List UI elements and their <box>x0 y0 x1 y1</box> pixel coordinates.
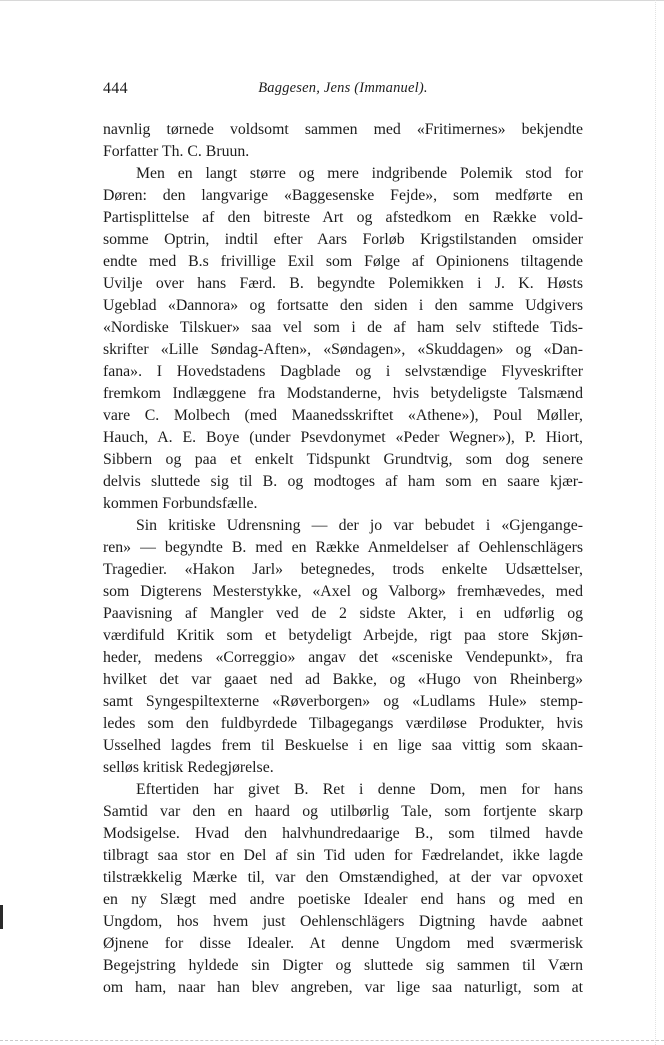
text-line: Sibbern og paa et enkelt Tidspunkt Grundtvig, som dog senere <box>103 451 583 468</box>
text-line: Forfatter Th. C. Bruun. <box>103 143 250 160</box>
text-line: værdifuld Kritik som et betydeligt Arbejde, rigt paa store Skjøn- <box>103 627 583 644</box>
text-line: skrifter «Lille Søndag-Aften», «Søndagen», «Skuddagen» og «Dan- <box>103 341 583 358</box>
text-line: Men en langt større og mere indgribende Polemik stod for <box>136 165 583 182</box>
text-line: Eftertiden har givet B. Ret i denne Dom, men for hans <box>136 781 583 798</box>
text-line: Ungdom, hos hvem just Oehlenschlägers Digtning havde aabnet <box>103 913 583 930</box>
text-line: heder, medens «Correggio» angav det «sceniske Vendepunkt», fra <box>103 649 583 666</box>
text-line: Ugeblad «Dannora» og fortsatte den siden i den samme Udgivers <box>103 297 583 314</box>
text-line: Begejstring hyldede sin Digter og sluttede sig sammen til Værn <box>103 957 583 974</box>
text-line: Døren: den langvarige «Baggesenske Fejde», som medførte en <box>103 187 583 204</box>
text-line: Modsigelse. Hvad den halvhundredaarige B., som tilmed havde <box>103 825 583 842</box>
page-number: 444 <box>103 80 128 97</box>
text-line: kommen Forbundsfælle. <box>103 495 258 512</box>
top-edge-rule <box>0 0 664 1</box>
page-edge-dots <box>655 0 657 1045</box>
text-line: Partisplittelse af den bitreste Art og afstedkom en Række vold- <box>103 209 583 226</box>
text-line: tilbragt saa stor en Del af sin Tid uden for Fædrelandet, ikke lagde <box>103 847 583 864</box>
text-line: Samtid var den en haard og utilbørlig Tale, som fortjente skarp <box>103 803 583 820</box>
text-line: som Digterens Mesterstykke, «Axel og Valborg» fremhævedes, med <box>103 583 583 600</box>
text-line: Uvilje over hans Færd. B. begyndte Polemikken i J. K. Høsts <box>103 275 583 292</box>
text-line: tilstrækkelig Mærke til, var den Omstændighed, at der var opvoxet <box>103 869 583 886</box>
page-header <box>103 80 583 104</box>
body-text <box>103 119 583 999</box>
text-line: Tragedier. «Hakon Jarl» betegnedes, trods enkelte Udsættelser, <box>103 561 583 578</box>
text-line: ren» — begyndte B. med en Række Anmeldelser af Oehlenschlägers <box>103 539 583 556</box>
text-line: Øjnene for disse Idealer. At denne Ungdom med sværmerisk <box>103 935 583 952</box>
text-line: fana». I Hovedstadens Dagblade og i selvstændige Flyveskrifter <box>103 363 583 380</box>
text-line: fremkom Indlæggene fra Modstanderne, hvis betydeligste Talsmænd <box>103 385 583 402</box>
text-line: «Nordiske Tilskuer» saa vel som i de af ham selv stiftede Tids- <box>103 319 583 336</box>
text-line: Hauch, A. E. Boye (under Psevdonymet «Peder Wegner»), P. Hiort, <box>103 429 583 446</box>
text-line: om ham, naar han blev angreben, var lige saa naturligt, som at <box>103 979 583 996</box>
running-head: Baggesen, Jens (Immanuel). <box>258 80 428 96</box>
text-line: hvilket det var gaaet ned ad Bakke, og «Hugo von Rheinberg» <box>103 671 583 688</box>
bottom-edge-rule <box>0 1040 664 1042</box>
text-line: somme Optrin, indtil efter Aars Forløb Krigstilstanden omsider <box>103 231 583 248</box>
text-line: samt Syngespiltexterne «Røverborgen» og «Ludlams Hule» stemp- <box>103 693 583 710</box>
text-line: navnlig tørnede voldsomt sammen med «Fritimernes» bekjendte <box>103 121 583 138</box>
text-line: Paavisning af Mangler ved de 2 sidste Akter, i en udførlig og <box>103 605 583 622</box>
text-line: Sin kritiske Udrensning — der jo var bebudet i «Gjengange- <box>136 517 583 534</box>
text-line: delvis sluttede sig til B. og modtoges af ham som en saare kjær- <box>103 473 583 490</box>
text-line: vare C. Molbech (med Maanedsskriftet «Athene»), Poul Møller, <box>103 407 583 424</box>
text-line: selløs kritisk Redegjørelse. <box>103 759 274 776</box>
text-line: ledes som den fuldbyrdede Tilbagegangs værdiløse Produkter, hvis <box>103 715 583 732</box>
text-line: Usselhed lagdes frem til Beskuelse i en lige saa vittig som skaan- <box>103 737 583 754</box>
text-line: endte med B.s frivillige Exil som Følge af Opinionens tiltagende <box>103 253 583 270</box>
text-line: en ny Slægt med andre poetiske Idealer end hans og med en <box>103 891 583 908</box>
margin-scan-mark <box>0 905 3 929</box>
